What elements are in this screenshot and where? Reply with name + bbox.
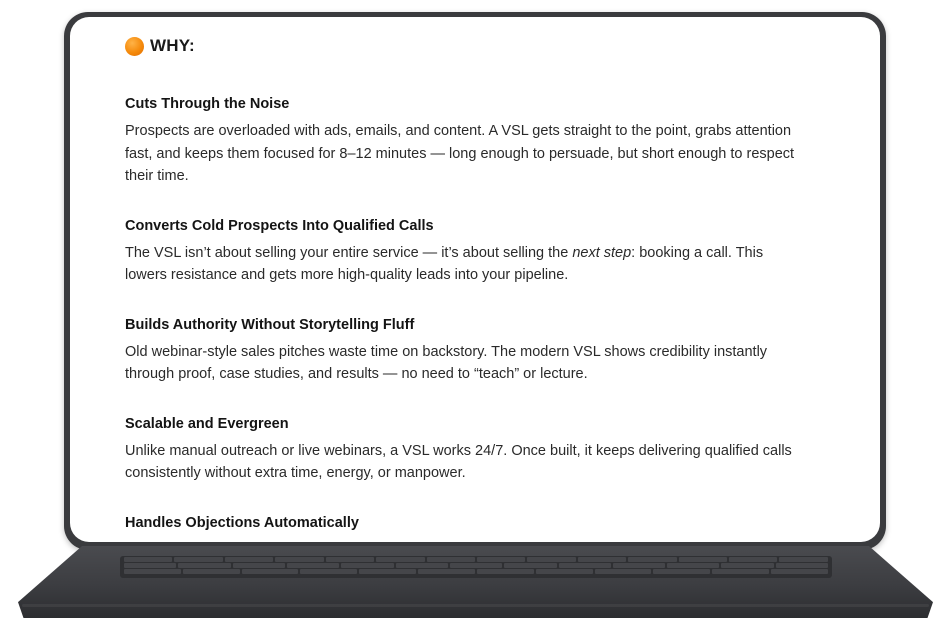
orange-circle-icon (125, 37, 144, 56)
laptop-screen (70, 17, 880, 542)
reason-section (125, 513, 805, 533)
why-heading-label: WHY: (150, 36, 195, 55)
keyboard-row (124, 557, 828, 562)
reason-body: Prospects are overloaded with ads, emails, and content. A VSL gets straight to the point, grabs attention fast, and keeps them focused for 8–12 minutes — long enough to persuade, but short enough to respect their time. (125, 123, 795, 184)
reason-body-text: The VSL isn’t about selling your entire service — it’s about selling the (125, 244, 573, 261)
keyboard-row (124, 563, 828, 568)
reason-body-emphasis: next step (572, 244, 632, 261)
reason-title: Scalable and Evergreen (125, 415, 289, 432)
reason-title: Builds Authority Without Storytelling Fluff (125, 316, 415, 333)
reason-body: Old webinar-style sales pitches waste time on backstory. The modern VSL shows credibility instantly through proof, case studies, and results — no need to “teach” or lecture. (125, 343, 768, 382)
reason-section (125, 94, 805, 188)
laptop-base-edge (22, 604, 929, 607)
reason-body: Unlike manual outreach or live webinars, a VSL works 24/7. Once built, it keeps delivering qualified calls consistently without extra time, energy, or manpower. (125, 442, 792, 481)
reason-section (125, 216, 805, 287)
reason-title: Handles Objections Automatically (125, 514, 359, 531)
reason-title: Cuts Through the Noise (125, 96, 290, 112)
keyboard (120, 556, 832, 578)
reason-section (125, 315, 805, 386)
document-content (125, 34, 805, 542)
reason-body-text: : booking a call. This lowers resistance and gets more high-quality leads into your pipeline. (125, 244, 764, 283)
reason-body (125, 242, 805, 287)
keyboard-row (124, 569, 828, 574)
reason-title: Converts Cold Prospects Into Qualified Calls (125, 217, 434, 234)
reason-section (125, 414, 805, 485)
laptop-lid (64, 12, 886, 550)
why-heading (125, 34, 805, 58)
